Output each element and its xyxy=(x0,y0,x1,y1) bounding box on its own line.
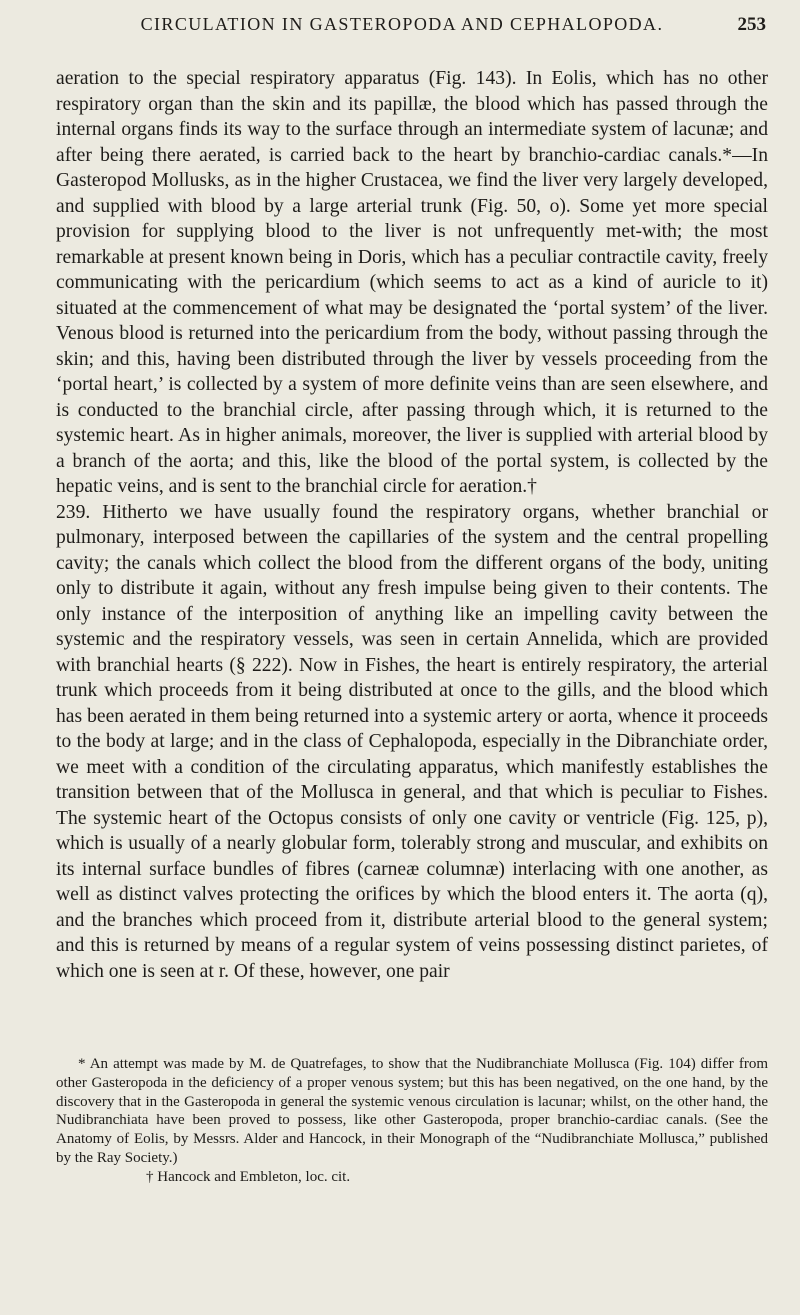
paragraph: aeration to the special respiratory apparatus (Fig. 143). In Eolis, which has no other respiratory organ than the skin and its papillæ, the blood which has passed through the internal organs finds its way to the surface through an intermediate system of lacunæ; and after being there aerated, is carried back to the heart by branchio-cardiac canals.*—In Gasteropod Mollusks, as in the higher Crustacea, we find the liver very largely developed, and supplied with blood by a large arterial trunk (Fig. 50, o). Some yet more special provision for supplying blood to the liver is not unfrequently met-with; the most remarkable at present known being in Doris, which has a peculiar contractile cavity, freely communicating with the pericardium (which seems to act as a kind of auricle to it) situated at the commencement of what may be designated the ‘portal system’ of the liver. Venous blood is returned into the pericardium from the body, without passing through the skin; and this, having been distributed through the liver by vessels proceeding from the ‘portal heart,’ is collected by a system of more definite veins than are seen elsewhere, and is conducted to the branchial circle, after passing through which, it is returned to the systemic heart. As in higher animals, moreover, the liver is supplied with arterial blood by a branch of the aorta; and this, like the blood of the portal system, is collected by the hepatic veins, and is sent to the branchial circle for aeration.† xyxy=(56,68,768,497)
page-header xyxy=(38,14,766,44)
footnote: * An attempt was made by M. de Quatrefages, to show that the Nudibranchiate Mollusca (Fig. 104) differ from other Gasteropoda in the deficiency of a proper venous system; but this has been negatived, on the one hand, by the discovery that in the Gasteropoda in general the systemic venous circulation is lacunar; whilst, on the other hand, the Nudibranchiata have been proved to possess, like other Gasteropoda, proper branchio-cardiac canals. (See the Anatomy of Eolis, by Messrs. Alder and Hancock, in their Monograph of the “Nudibranchiate Mollusca,” published by the Ray Society.) xyxy=(56,1056,768,1166)
paragraph: 239. Hitherto we have usually found the respiratory organs, whether branchial or pulmonary, interposed between the capillaries of the system and the central propelling cavity; the canals which collect the blood from the different organs of the body, uniting only to distribute it again, without any fresh impulse being given to their contents. The only instance of the interposition of anything like an impelling cavity between the systemic and the respiratory vessels, was seen in certain Annelida, which are provided with branchial hearts (§ 222). Now in Fishes, the heart is entirely respiratory, the arterial trunk which proceeds from it being distributed at once to the gills, and the blood which has been aerated in them being returned into a systemic artery or aorta, whence it proceeds to the body at large; and in the class of Cephalopoda, especially in the Dibranchiate order, we meet with a condition of the circulating apparatus, which manifestly establishes the transition between that of the Mollusca in general, and that which is peculiar to Fishes. The systemic heart of the Octopus consists of only one cavity or ventricle (Fig. 125, p), which is usually of a nearly globular form, tolerably strong and muscular, and exhibits on its internal surface bundles of fibres (carneæ columnæ) interlacing with one another, as well as distinct valves protecting the orifices by which the blood enters it. The aorta (q), and the branches which proceed from it, distribute arterial blood to the general system; and this is returned by means of a regular system of veins possessing distinct parietes, of which one is seen at r. Of these, however, one pair xyxy=(56,501,768,982)
main-text xyxy=(56,66,768,984)
page-number: 253 xyxy=(737,14,766,35)
footnotes xyxy=(56,1055,768,1187)
footnote: † Hancock and Embleton, loc. cit. xyxy=(146,1168,351,1185)
running-title: CIRCULATION IN GASTEROPODA AND CEPHALOPODA. xyxy=(140,14,664,34)
